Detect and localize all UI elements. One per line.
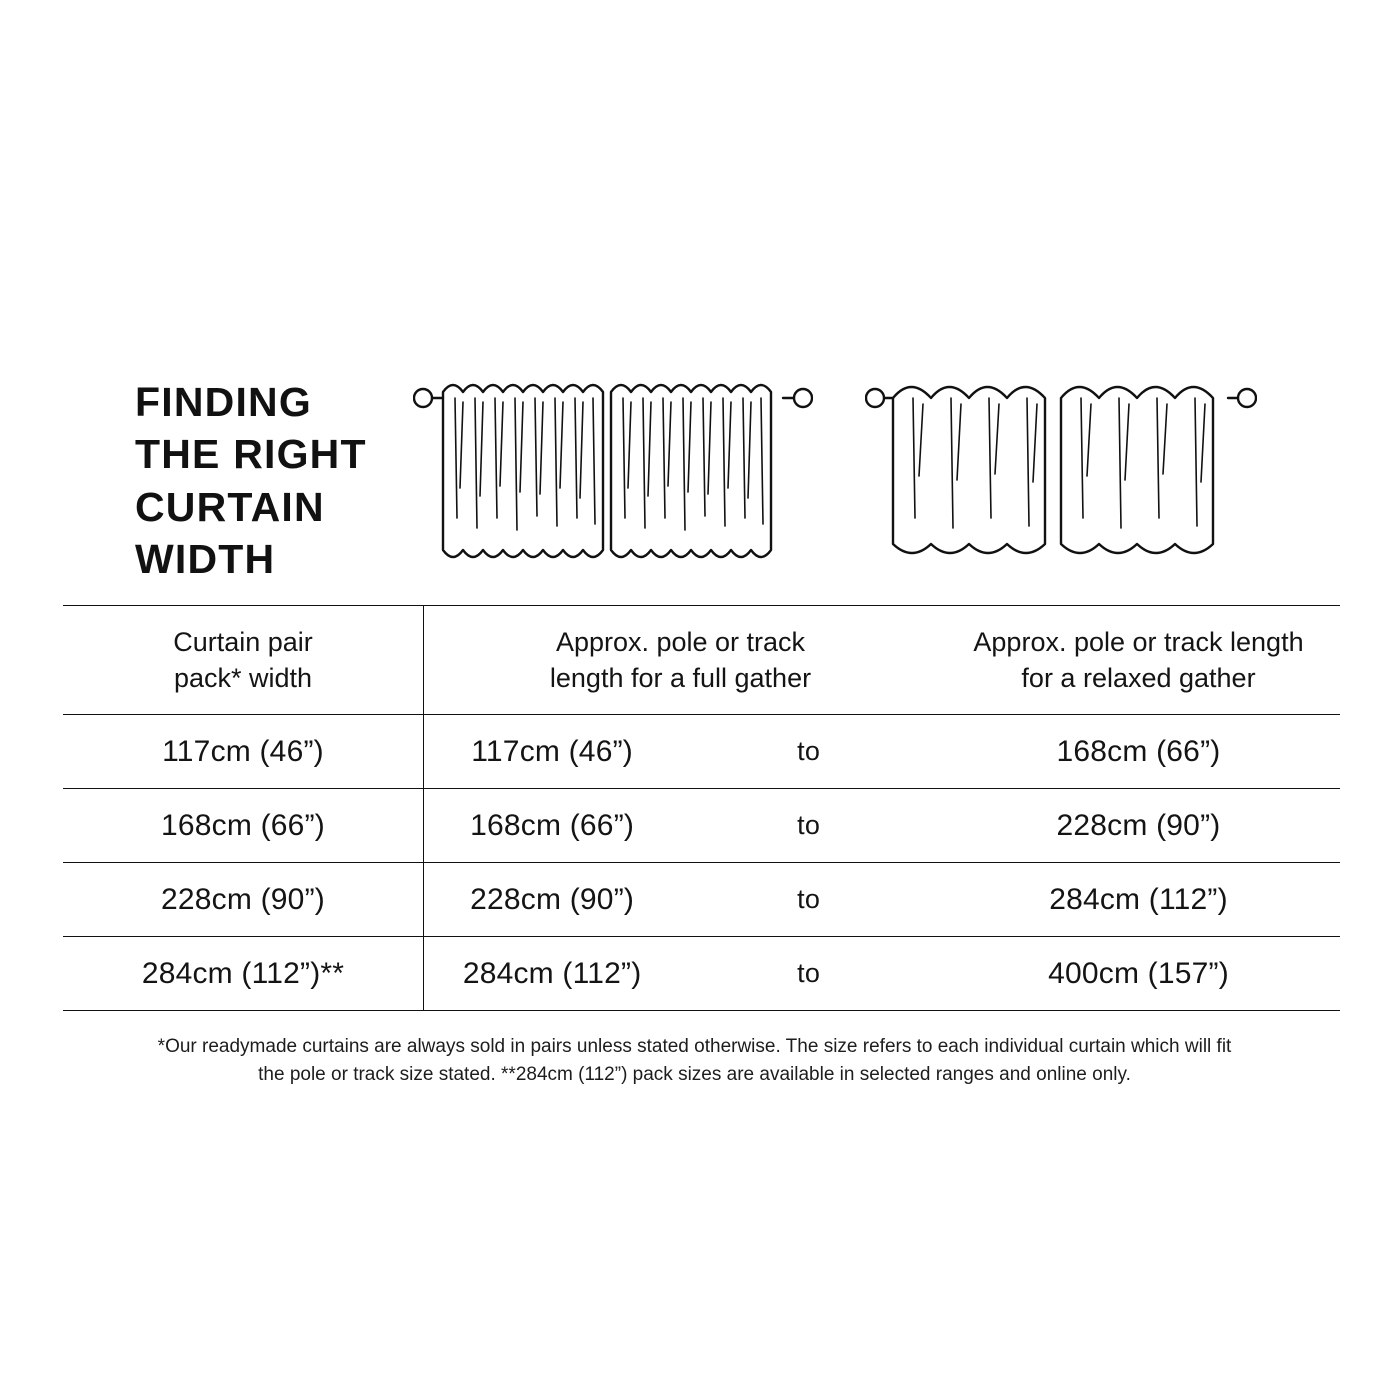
cell-full-gather: 117cm (46”) <box>424 715 681 789</box>
table-header-row <box>63 606 1340 715</box>
table-row <box>63 789 1340 863</box>
table-row <box>63 937 1340 1011</box>
column-header-full-gather <box>424 606 938 715</box>
header-row <box>63 360 1326 605</box>
cell-pack-width: 168cm (66”) <box>63 789 424 863</box>
footnote: *Our readymade curtains are always sold in pairs unless stated otherwise. The size refers to each individual curtain which will fit the pole or track size stated. **284cm (112”) pack sizes are available in selected ranges and online only. <box>157 1036 1232 1085</box>
column-header-full-gather-label: Approx. pole or track length for a full gather <box>549 626 812 693</box>
cell-pack-width: 117cm (46”) <box>63 715 424 789</box>
cell-full-gather: 168cm (66”) <box>424 789 681 863</box>
cell-full-gather: 284cm (112”) <box>424 937 681 1011</box>
cell-relaxed-gather: 168cm (66”) <box>937 715 1340 789</box>
cell-connector: to <box>680 789 937 863</box>
column-header-relaxed-gather <box>937 606 1340 715</box>
diagram-content <box>63 360 1326 1088</box>
illustration-group <box>413 360 1326 578</box>
table-body <box>63 715 1340 1011</box>
table-row <box>63 863 1340 937</box>
table-head <box>63 606 1340 715</box>
full-gather-curtain-illustration <box>413 368 813 578</box>
column-header-relaxed-gather-label: Approx. pole or track length for a relaxed gather <box>973 626 1304 693</box>
column-header-pack-width <box>63 606 424 715</box>
page-title: FINDING THE RIGHT CURTAIN WIDTH <box>135 379 367 583</box>
cell-connector: to <box>680 863 937 937</box>
cell-pack-width: 228cm (90”) <box>63 863 424 937</box>
cell-connector: to <box>680 937 937 1011</box>
table-row <box>63 715 1340 789</box>
cell-relaxed-gather: 284cm (112”) <box>937 863 1340 937</box>
curtain-width-table <box>63 605 1340 1011</box>
cell-relaxed-gather: 228cm (90”) <box>937 789 1340 863</box>
column-header-pack-width-label: Curtain pair pack* width <box>173 626 313 693</box>
cell-full-gather: 228cm (90”) <box>424 863 681 937</box>
cell-connector: to <box>680 715 937 789</box>
relaxed-gather-curtain-illustration <box>865 368 1257 578</box>
cell-pack-width: 284cm (112”)** <box>63 937 424 1011</box>
cell-relaxed-gather: 400cm (157”) <box>937 937 1340 1011</box>
